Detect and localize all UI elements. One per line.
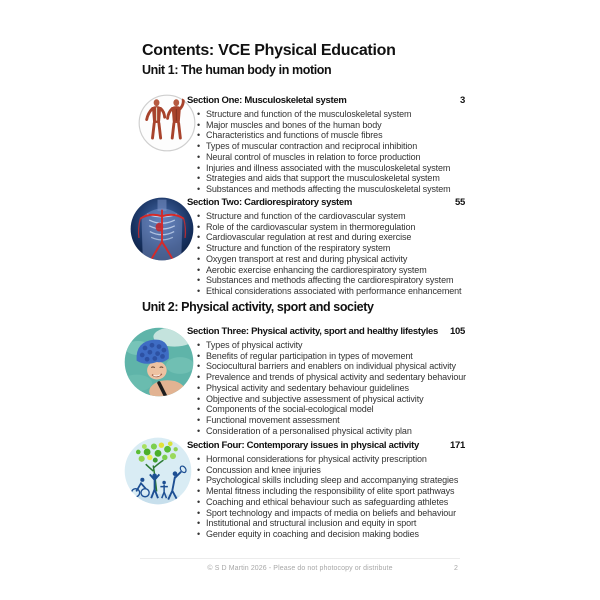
- copyright-notice: © S D Martin 2026 - Please do not photocopy or distribute: [207, 565, 393, 572]
- swimmer-portrait-icon: [124, 327, 194, 397]
- toc-bullet-item: • Major muscles and bones of the human body: [187, 120, 465, 131]
- section-page-number: 105: [450, 326, 465, 337]
- section-page-number: 171: [450, 440, 465, 451]
- page-footer: [140, 565, 460, 572]
- toc-bullet-item: • Hormonal considerations for physical activity prescription: [187, 454, 465, 465]
- toc-bullet-item: • Neural control of muscles in relation to force production: [187, 152, 465, 163]
- physical-activity-image: [124, 437, 192, 505]
- toc-bullet-item: • Coaching and ethical behaviour such as safeguarding athletes: [187, 497, 465, 508]
- toc-bullet-item: • Role of the cardiovascular system in thermoregulation: [187, 222, 465, 233]
- toc-bullet-item: • Sport technology and impacts of media on beliefs and behaviour: [187, 508, 465, 519]
- toc-bullet-item: • Strategies and aids that support the musculoskeletal system: [187, 173, 465, 184]
- toc-bullet-item: • Consideration of a personalised physical activity plan: [187, 426, 465, 437]
- toc-bullet-item: • Components of the social-ecological model: [187, 404, 465, 415]
- unit-2-heading: Unit 2: Physical activity, sport and society: [142, 300, 374, 314]
- toc-bullet-item: • Oxygen transport at rest and during physical activity: [187, 254, 465, 265]
- toc-bullet-item: • Types of muscular contraction and reciprocal inhibition: [187, 141, 465, 152]
- toc-bullet-item: • Structure and function of the musculoskeletal system: [187, 109, 465, 120]
- toc-bullet-item: • Concussion and knee injuries: [187, 465, 465, 476]
- toc-bullet-item: • Mental fitness including the responsibility of elite sport pathways: [187, 486, 465, 497]
- section-three-heading: [187, 326, 465, 338]
- toc-bullet-item: • Ethical considerations associated with performance enhancement: [187, 286, 465, 297]
- toc-bullet-item: • Types of physical activity: [187, 340, 465, 351]
- toc-bullet-item: • Substances and methods affecting the musculoskeletal system: [187, 184, 465, 195]
- toc-section-four: [187, 440, 465, 540]
- section-page-number: 55: [455, 197, 465, 208]
- toc-section-one: [187, 95, 465, 195]
- toc-bullet-item: • Physical activity and sedentary behaviour guidelines: [187, 383, 465, 394]
- section-title: Section One: Musculoskeletal system: [187, 95, 347, 106]
- footer-divider: [140, 558, 460, 559]
- toc-bullet-item: • Structure and function of the respiratory system: [187, 243, 465, 254]
- swimmer-image: [124, 327, 194, 397]
- section-four-bullet-list: [187, 454, 465, 540]
- toc-bullet-item: • Injuries and illness associated with the musculoskeletal system: [187, 163, 465, 174]
- section-title: Section Three: Physical activity, sport and healthy lifestyles: [187, 326, 439, 337]
- toc-section-three: [187, 326, 465, 436]
- unit-1-heading: Unit 1: The human body in motion: [142, 63, 332, 77]
- toc-bullet-item: • Sociocultural barriers and enablers on individual physical activity: [187, 361, 465, 372]
- section-title: Section Two: Cardiorespiratory system: [187, 197, 353, 208]
- section-four-heading: [187, 440, 465, 452]
- active-people-tree-icon: [124, 437, 192, 505]
- toc-section-two: [187, 197, 465, 297]
- section-title: Section Four: Contemporary issues in physical activity: [187, 440, 419, 451]
- footer-page-number: 2: [454, 565, 458, 572]
- toc-bullet-item: • Functional movement assessment: [187, 415, 465, 426]
- cardiorespiratory-image: [130, 197, 194, 261]
- page-title: Contents: VCE Physical Education: [142, 42, 396, 59]
- toc-bullet-item: • Gender equity in coaching and decision making bodies: [187, 529, 465, 540]
- section-page-number: 3: [460, 95, 465, 106]
- toc-bullet-item: • Objective and subjective assessment of physical activity: [187, 394, 465, 405]
- section-two-heading: [187, 197, 465, 209]
- toc-bullet-item: • Cardiovascular regulation at rest and during exercise: [187, 232, 465, 243]
- toc-bullet-item: • Prevalence and trends of physical activity and sedentary behaviour: [187, 372, 465, 383]
- toc-bullet-item: • Substances and methods affecting the cardiorespiratory system: [187, 275, 465, 286]
- section-two-bullet-list: [187, 211, 465, 297]
- toc-bullet-item: • Characteristics and functions of muscle fibres: [187, 130, 465, 141]
- cardiovascular-torso-icon: [130, 197, 194, 261]
- toc-bullet-item: • Psychological skills including sleep and accompanying strategies: [187, 475, 465, 486]
- toc-bullet-item: • Aerobic exercise enhancing the cardiorespiratory system: [187, 265, 465, 276]
- section-one-heading: [187, 95, 465, 107]
- toc-bullet-item: • Structure and function of the cardiovascular system: [187, 211, 465, 222]
- section-one-bullet-list: [187, 109, 465, 195]
- toc-bullet-item: • Benefits of regular participation in types of movement: [187, 351, 465, 362]
- toc-bullet-item: • Institutional and structural inclusion and equity in sport: [187, 518, 465, 529]
- section-three-bullet-list: [187, 340, 465, 436]
